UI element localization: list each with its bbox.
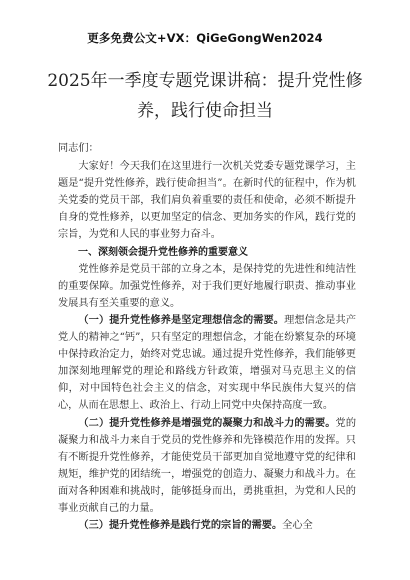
watermark-header: 更多免费公文+VX：QiGeGongWen2024 [87, 31, 323, 45]
point-2-text: 党的凝聚力和战斗力来自于党员的党性修养和先锋模范作用的发挥。只有不断提升党性修养，才能使党员干部更加自觉地遵守党的纪律和规矩，维护党的团结统一，增强党的创造力、凝聚力和战斗力。在面对各种困难和挑战时，能够挺身而出，勇挑重担，为党和人民的事业贡献自己的力量。 [58, 417, 357, 514]
point-3-text: 全心全 [282, 520, 313, 532]
point-1-paragraph [58, 312, 356, 415]
section-heading-1: 一、深刻领会提升党性修养的重要意义 [78, 246, 248, 258]
point-2-lead: （二）提升党性修养是增强党的凝聚力和战斗力的需要。 [78, 416, 336, 429]
point-3-lead: （三）提升党性修养是践行党的宗旨的需要。 [78, 519, 283, 532]
point-1-text: 理想信念是共产党人的精神之“钙”，只有坚定的理想信念，才能在纷繁复杂的环境中保持政治定力，始终对党忠诚。通过提升党性修养，我们能够更加深刻地理解党的理论和路线方针政策，增强对马克思主义的信仰，对中国特色社会主义的信念，对实现中华民族伟大复兴的信心，从而在思想上、政治上、行动上同党中央保持高度一致。 [58, 314, 357, 412]
document-title: 2025年一季度专题党课讲稿：提升党性修养，践行使命担当 [47, 71, 363, 121]
section1-paragraph: 党性修养是党员干部的立身之本，是保持党的先进性和纯洁性的重要保障。加强党性修养，对于我们更好地履行职责、推动事业发展具有至关重要的意义。 [58, 263, 356, 309]
document-body [58, 140, 356, 534]
point-1-lead: （一）提升党性修养是坚定理想信念的需要。 [78, 313, 285, 326]
intro-paragraph: 大家好！今天我们在这里进行一次机关党委专题党课学习，主题是“提升党性修养，践行使命担当”。在新时代的征程中，作为机关党委的党员干部，我们肩负着重要的责任和使命，必须不断提升自身的党性修养，以更加坚定的信念、更加务实的作风，践行党的宗旨，为党和人民的事业努力奋斗。 [58, 161, 356, 241]
point-3-paragraph [58, 517, 356, 534]
salutation: 同志们： [58, 143, 99, 154]
point-2-paragraph [58, 415, 356, 518]
